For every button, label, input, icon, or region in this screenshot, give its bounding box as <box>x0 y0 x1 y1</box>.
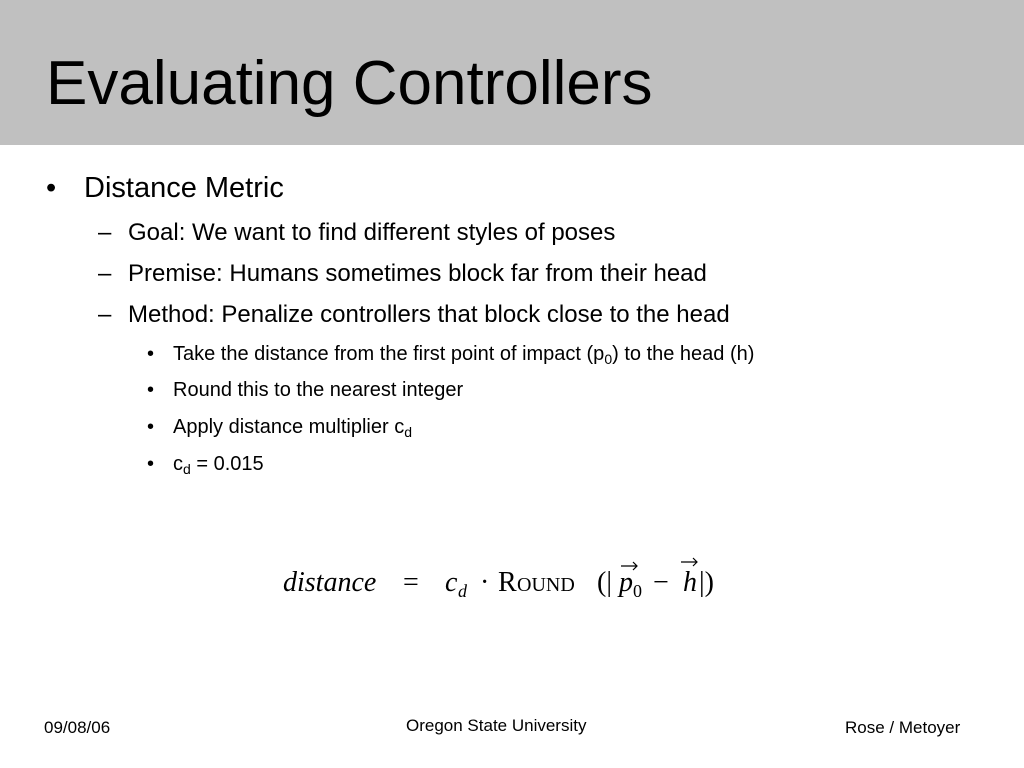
bullet-marker: • <box>147 343 155 365</box>
dash-marker: – <box>98 301 112 328</box>
bullet-marker: • <box>147 379 155 401</box>
detail-text-tail: = 0.015 <box>190 453 264 475</box>
detail-text: Take the distance from the first point of impact (p <box>173 343 605 365</box>
detail-text: Round this to the nearest integer <box>173 379 464 401</box>
detail-text-tail: ) to the head (h) <box>612 343 755 365</box>
formula-close: |) <box>699 567 714 598</box>
detail-subscript: d <box>404 424 413 441</box>
sub-bullet-text: Method: Penalize controllers that block close to the head <box>128 301 730 328</box>
dash-marker: – <box>98 260 112 287</box>
detail-bullet-take-distance <box>147 342 755 368</box>
footer-authors: Rose / Metoyer <box>845 718 961 737</box>
footer-institution: Oregon State University <box>406 716 587 735</box>
formula-coefficient: c <box>445 567 458 598</box>
sub-bullet-goal <box>98 219 616 247</box>
detail-subscript: 0 <box>604 351 613 368</box>
title-bar <box>0 0 1024 145</box>
bullet-marker: • <box>147 453 155 475</box>
footer-date: 09/08/06 <box>44 718 111 737</box>
formula-p-subscript: 0 <box>633 581 642 601</box>
formula-round-first: R <box>498 567 517 598</box>
detail-bullet-cd-value <box>147 452 264 478</box>
formula-lhs: distance <box>283 567 377 598</box>
sub-bullet-method <box>98 301 730 329</box>
bullet-marker: • <box>46 172 57 204</box>
formula-dot: · <box>480 567 490 598</box>
bullet-text: Distance Metric <box>84 172 284 204</box>
formula-round-rest: OUND <box>517 574 575 596</box>
vector-arrow-icon <box>681 558 697 566</box>
detail-bullet-round <box>147 378 464 402</box>
formula-open: (| <box>597 567 612 598</box>
distance-formula <box>283 556 733 606</box>
bullet-distance-metric <box>46 171 284 205</box>
formula-minus: − <box>653 567 669 598</box>
detail-text: Apply distance multiplier c <box>173 416 405 438</box>
detail-bullet-apply-multiplier <box>147 415 413 441</box>
bullet-marker: • <box>147 416 155 438</box>
dash-marker: – <box>98 219 112 246</box>
sub-bullet-text: Goal: We want to find different styles of poses <box>128 219 616 246</box>
formula-p-vector: p <box>619 567 633 598</box>
formula-equals: = <box>403 567 419 598</box>
slide-title: Evaluating Controllers <box>46 49 653 118</box>
sub-bullet-text: Premise: Humans sometimes block far from their head <box>128 260 707 287</box>
detail-subscript: d <box>183 461 191 478</box>
formula-coefficient-subscript: d <box>458 581 467 601</box>
sub-bullet-premise <box>98 260 707 288</box>
formula-h-vector: h <box>683 567 697 598</box>
detail-text: c <box>173 453 183 475</box>
